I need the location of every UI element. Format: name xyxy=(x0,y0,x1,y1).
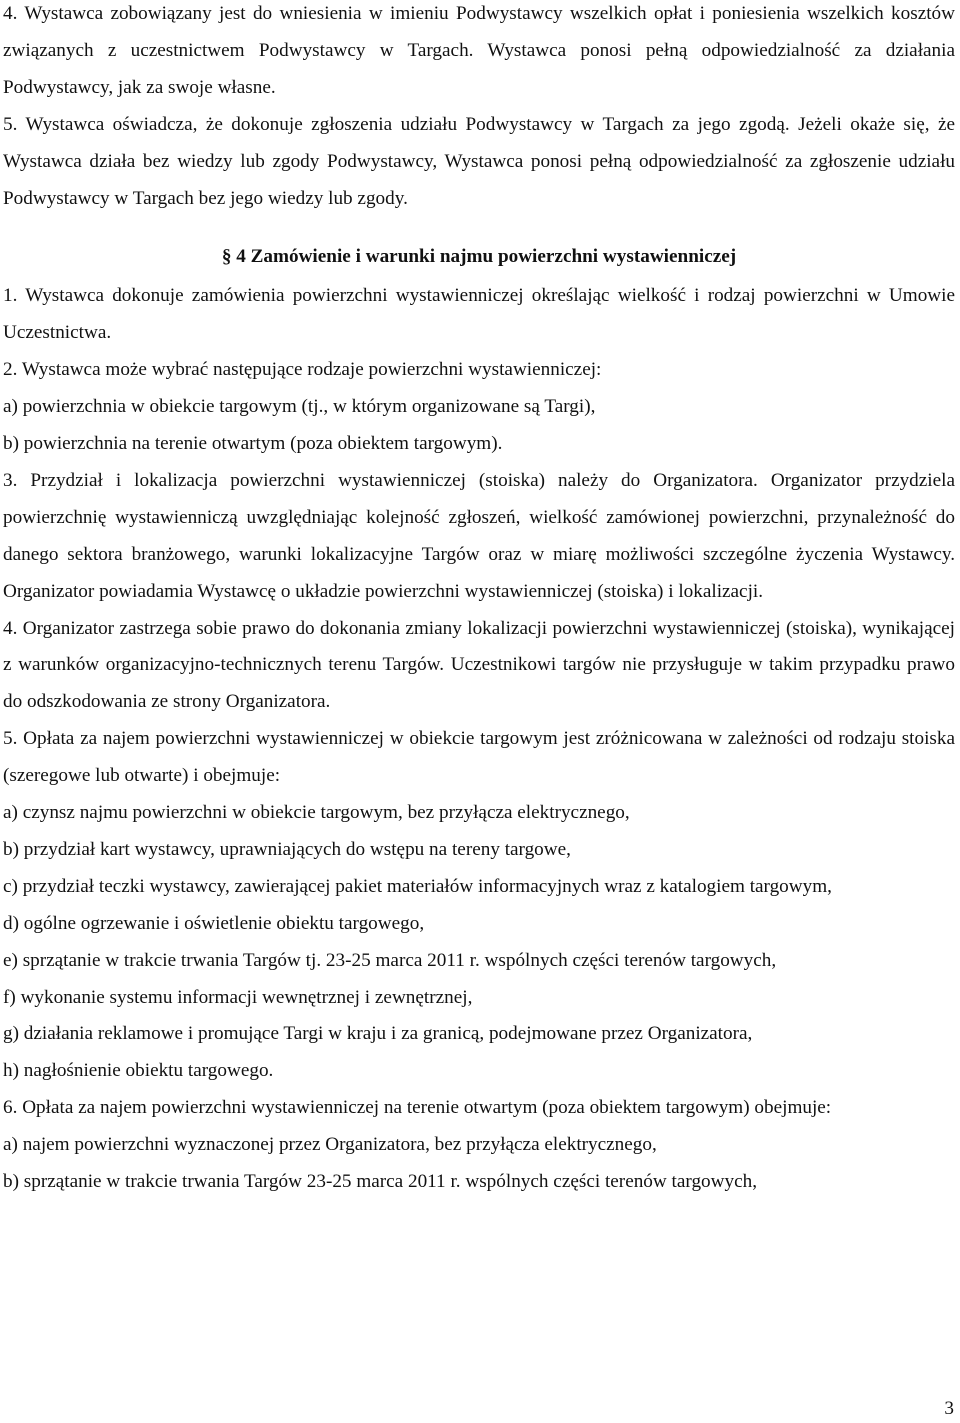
list-item-outdoor-cleaning: b) sprzątanie w trakcie trwania Targów 23-25 marca 2011 r. wspólnych części terenów targowych, xyxy=(3,1171,757,1193)
list-item-outdoor-rent: a) najem powierzchni wyznaczonej przez Organizatora, bez przyłącza elektrycznego, xyxy=(3,1134,657,1156)
paragraph-3-allocation: 3. Przydział i lokalizacja powierzchni wystawienniczej (stoiska) należy do Organizatora. Organizator przydziela powierzchnię wystawienniczą uwzględniając kolejność zgłoszeń, wielkość zamówionej powierzchni, przynależność do danego sektora branżowego, warunki lokalizacyjne Targów oraz w miarę możliwości szczególne życzenia Wystawcy. Organizator powiadamia Wystawcę o układzie powierzchni wystawienniczej (stoiska) i lokalizacji. xyxy=(3,469,955,602)
list-item-exhibitor-cards: b) przydział kart wystawcy, uprawniających do wstępu na tereny targowe, xyxy=(3,838,571,860)
list-item-outdoor-space: b) powierzchnia na terenie otwartym (poza obiektem targowym). xyxy=(3,432,503,454)
paragraph-4-relocation: 4. Organizator zastrzega sobie prawo do dokonania zmiany lokalizacji powierzchni wystawienniczej (stoiska), wynikającej z warunków organizacyjno-technicznych terenu Targów. Uczestnikowi targów nie przysługuje w takim przypadku prawo do odszkodowania ze strony Organizatora. xyxy=(3,617,955,713)
paragraph-5-indoor-fee: 5. Opłata za najem powierzchni wystawienniczej w obiekcie targowym jest zróżnicowana w zależności od rodzaju stoiska (szeregowe lub otwarte) i obejmuje: xyxy=(3,728,955,787)
list-item-indoor-space: a) powierzchnia w obiekcie targowym (tj., w którym organizowane są Targi), xyxy=(3,396,596,418)
paragraph-6-outdoor-fee: 6. Opłata za najem powierzchni wystawienniczej na terenie otwartym (poza obiektem targowym) obejmuje: xyxy=(3,1097,832,1119)
list-item-exhibitor-folder: c) przydział teczki wystawcy, zawierającej pakiet materiałów informacyjnych wraz z katalogiem targowym, xyxy=(3,875,832,897)
spacer xyxy=(3,217,955,227)
paragraph-1-order: 1. Wystawca dokonuje zamówienia powierzchni wystawienniczej określając wielkość i rodzaj powierzchni w Umowie Uczestnictwa. xyxy=(3,285,955,344)
list-item-information-system: f) wykonanie systemu informacji wewnętrznej i zewnętrznej, xyxy=(3,986,473,1008)
page-body xyxy=(3,0,955,1201)
paragraph-5-exhibitor-declaration: 5. Wystawca oświadcza, że dokonuje zgłoszenia udziału Podwystawcy w Targach za jego zgodą. Jeżeli okaże się, że Wystawca działa bez wiedzy lub zgody Podwystawcy, Wystawca ponosi pełną odpowiedzialność za zgłoszenie udziału Podwystawcy w Targach bez jego wiedzy lub zgody. xyxy=(3,113,955,209)
list-item-sound-system: h) nagłośnienie obiektu targowego. xyxy=(3,1060,274,1082)
paragraph-2-space-types: 2. Wystawca może wybrać następujące rodzaje powierzchni wystawienniczej: xyxy=(3,359,602,381)
list-item-rent: a) czynsz najmu powierzchni w obiekcie targowym, bez przyłącza elektrycznego, xyxy=(3,802,630,824)
list-item-heating-lighting: d) ogólne ogrzewanie i oświetlenie obiektu targowego, xyxy=(3,912,425,934)
section-heading: § 4 Zamówienie i warunki najmu powierzchni wystawienniczej xyxy=(221,246,737,268)
list-item-promotion: g) działania reklamowe i promujące Targi w kraju i za granicą, podejmowane przez Organizatora, xyxy=(3,1023,753,1045)
page-number: 3 xyxy=(944,1398,954,1419)
list-item-cleaning: e) sprzątanie w trakcie trwania Targów tj. 23-25 marca 2011 r. wspólnych części terenów targowych, xyxy=(3,949,777,971)
paragraph-4-exhibitor-obligations: 4. Wystawca zobowiązany jest do wniesienia w imieniu Podwystawcy wszelkich opłat i poniesienia wszelkich kosztów związanych z uczestnictwem Podwystawcy w Targach. Wystawca ponosi pełną odpowiedzialność za działania Podwystawcy, jak za swoje własne. xyxy=(3,3,955,98)
